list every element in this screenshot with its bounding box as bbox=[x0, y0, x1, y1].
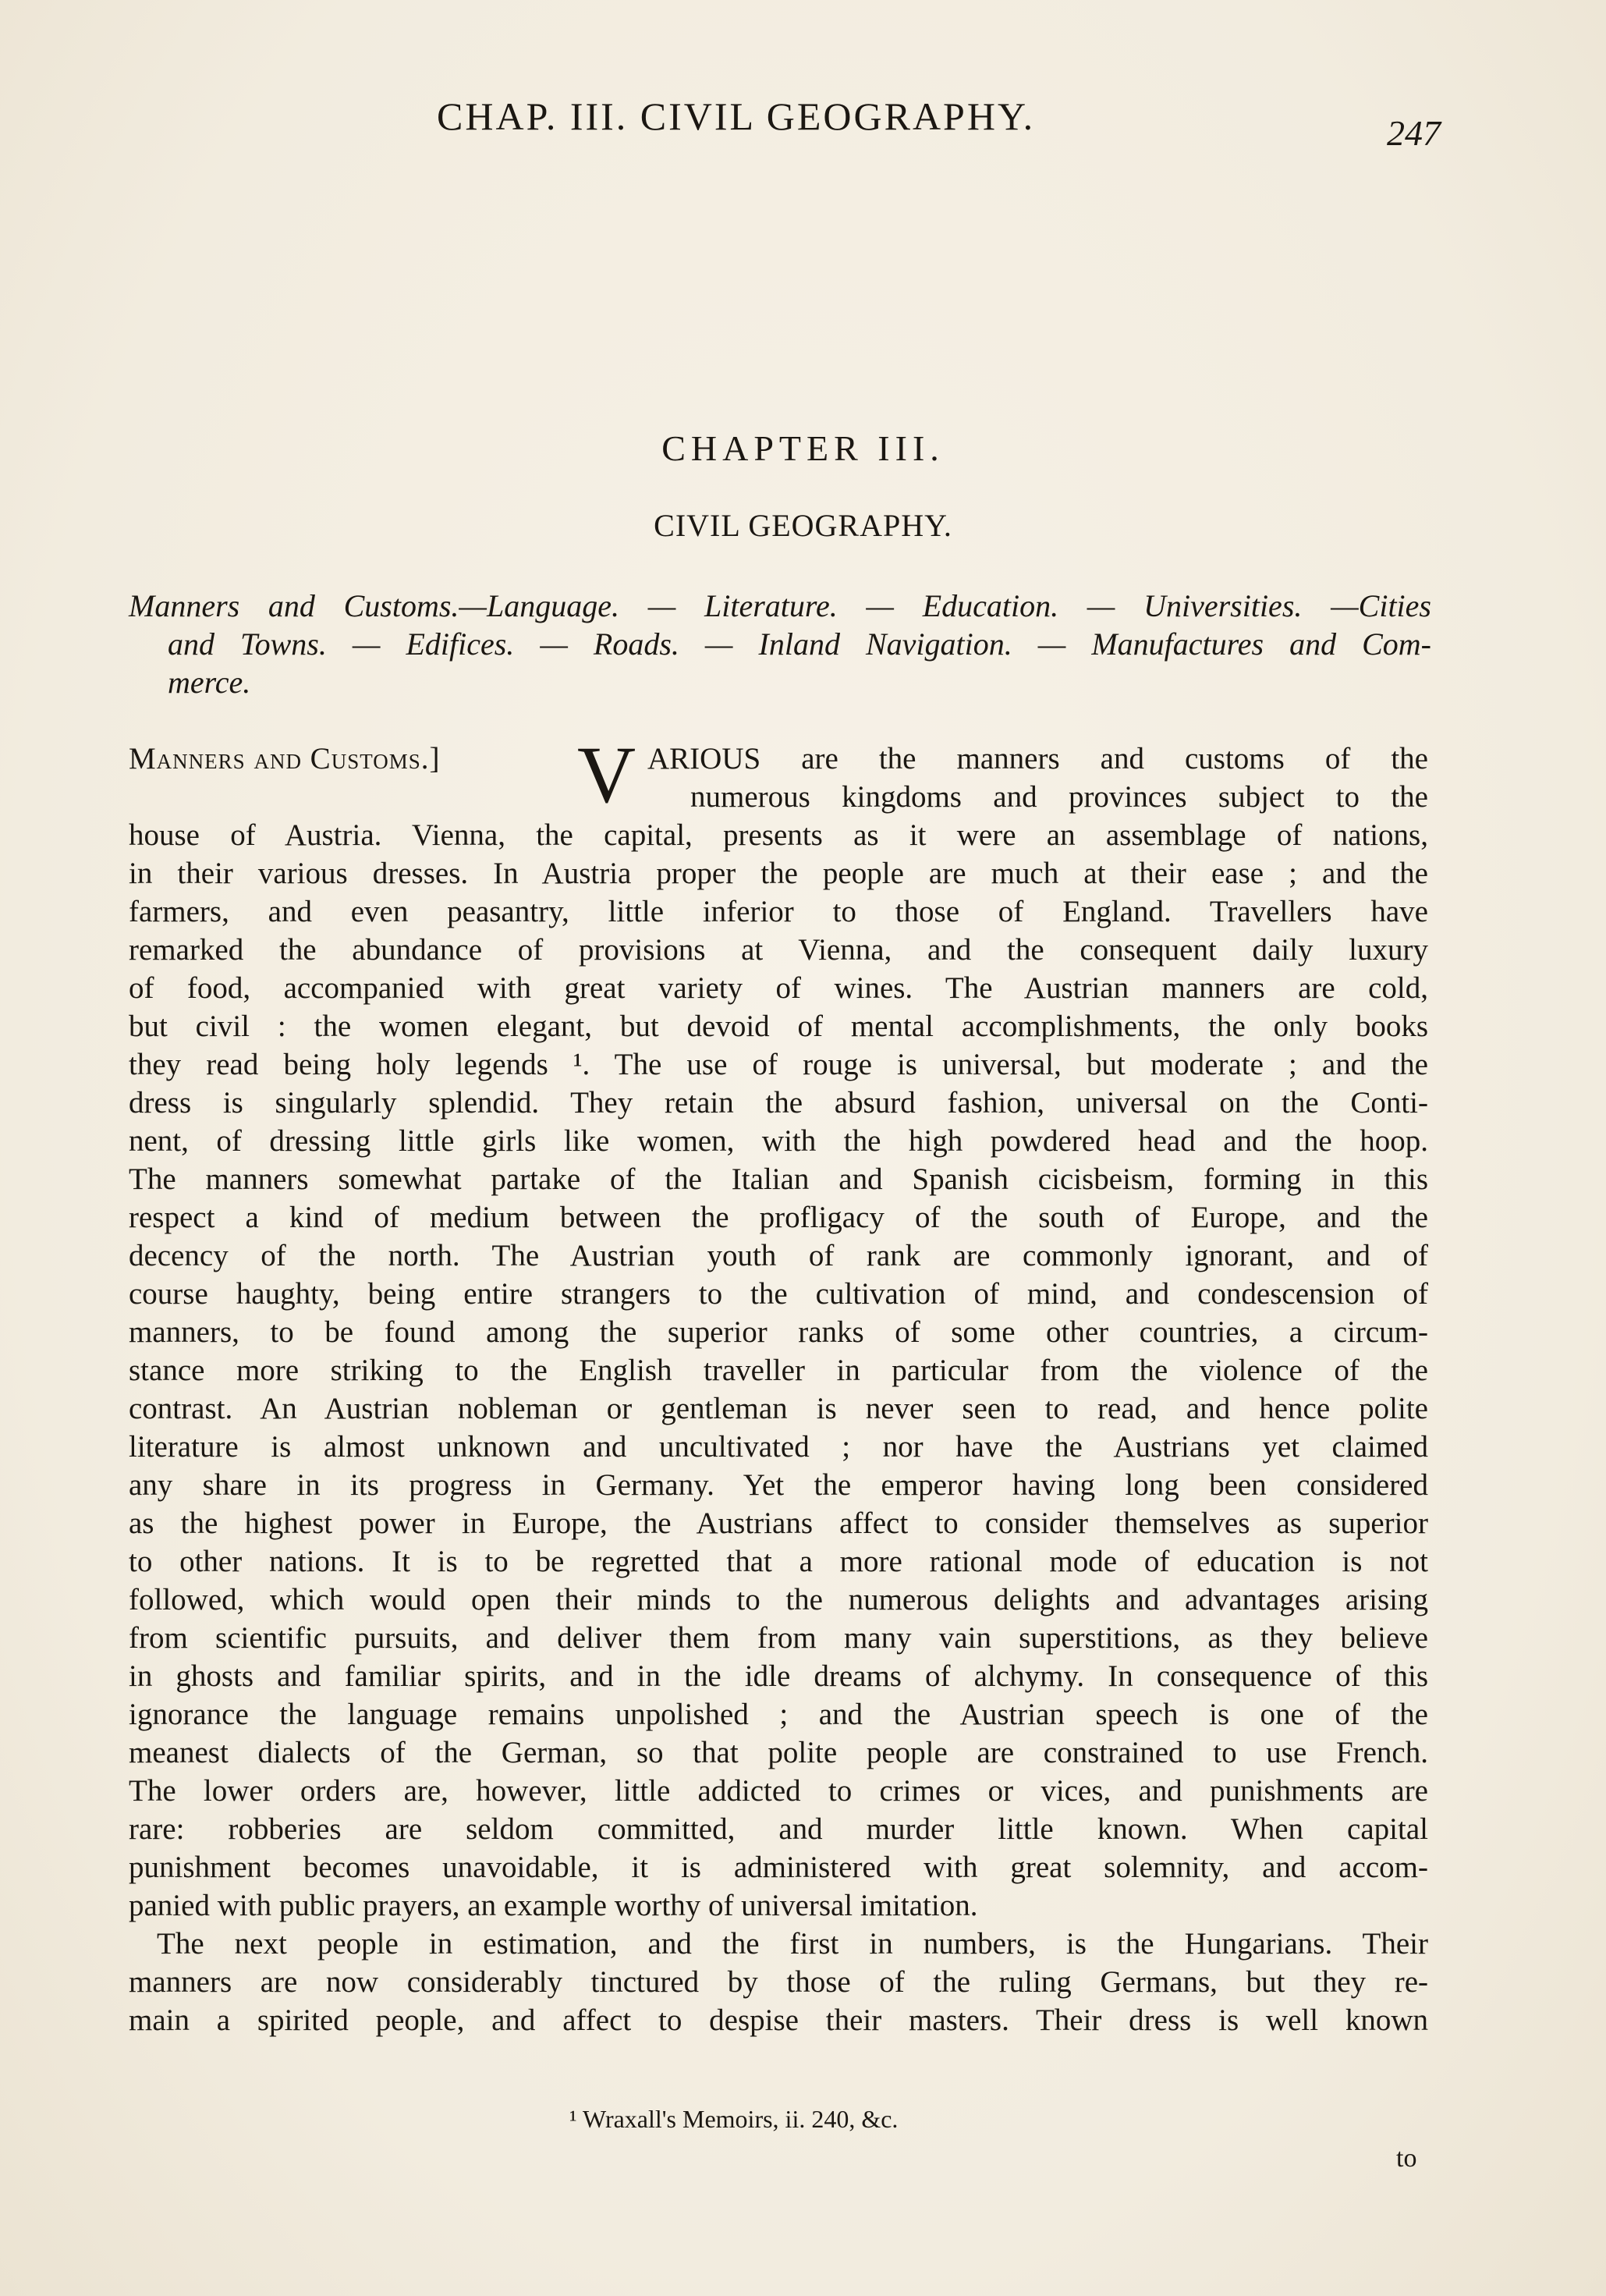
chapter-subtitle: CIVIL GEOGRAPHY. bbox=[654, 508, 952, 543]
text-line: in their various dresses. In Austria proper the people are much at their ease ; and the bbox=[129, 857, 1428, 890]
text-line: respect a kind of medium between the profligacy of the south of Europe, and the bbox=[129, 1201, 1428, 1234]
text-line: manners, to be found among the superior ranks of some other countries, a circum- bbox=[129, 1315, 1428, 1349]
text-line: meanest dialects of the German, so that polite people are constrained to use French. bbox=[129, 1736, 1428, 1769]
running-head bbox=[0, 94, 1606, 153]
text-line: to other nations. It is to be regretted that a more rational mode of education is not bbox=[129, 1545, 1428, 1578]
sidenote: Manners and Customs.] bbox=[129, 742, 441, 775]
summary-line: and Towns. — Edifices. — Roads. — Inland Navigation. — Manufactures and Com- bbox=[168, 626, 1431, 662]
second-line-text: numerous kingdoms and provinces subject to the bbox=[690, 780, 1428, 814]
text-line: manners are now considerably tinctured by those of the ruling Germans, but they re- bbox=[129, 1965, 1428, 1999]
text-line: decency of the north. The Austrian youth of rank are commonly ignorant, and of bbox=[129, 1239, 1428, 1272]
summary-line: Manners and Customs.—Language. — Literature. — Education. — Universities. —Cities bbox=[129, 588, 1431, 623]
text-line: literature is almost unknown and uncultivated ; nor have the Austrians yet claimed bbox=[129, 1430, 1428, 1464]
text-line: rare: robberies are seldom committed, and murder little known. When capital bbox=[129, 1812, 1428, 1846]
chapter-title: CHAPTER III. bbox=[661, 428, 945, 468]
text-line: stance more striking to the English traveller in particular from the violence of the bbox=[129, 1354, 1428, 1387]
chapter-summary bbox=[129, 587, 1431, 701]
text-line: of food, accompanied with great variety of wines. The Austrian manners are cold, bbox=[129, 971, 1428, 1005]
text-line: The manners somewhat partake of the Italian and Spanish cicisbeism, forming in this bbox=[129, 1162, 1428, 1196]
footnote: ¹ Wraxall's Memoirs, ii. 240, &c. bbox=[569, 2105, 899, 2133]
text-line: panied with public prayers, an example worthy of universal imitation. bbox=[129, 1889, 978, 1922]
running-title: CHAP. III. CIVIL GEOGRAPHY. bbox=[437, 94, 1036, 138]
text-line: in ghosts and familiar spirits, and in the idle dreams of alchymy. In consequence of this bbox=[129, 1659, 1428, 1693]
opening-line-text: ARIOUS are the manners and customs of the bbox=[647, 742, 1428, 775]
text-line: main a spirited people, and affect to despise their masters. Their dress is well known bbox=[129, 2003, 1428, 2037]
text-line: farmers, and even peasantry, little inferior to those of England. Travellers have bbox=[129, 895, 1428, 928]
text-line: contrast. An Austrian nobleman or gentleman is never seen to read, and hence polite bbox=[129, 1392, 1428, 1425]
text-line: nent, of dressing little girls like women, with the high powdered head and the hoop. bbox=[129, 1124, 1428, 1158]
text-line: they read being holy legends ¹. The use of rouge is universal, but moderate ; and the bbox=[129, 1048, 1428, 1081]
catchword: to bbox=[1396, 2144, 1417, 2173]
text-line: The lower orders are, however, little addicted to crimes or vices, and punishments are bbox=[129, 1774, 1428, 1808]
drop-cap: V bbox=[577, 730, 636, 820]
second-line bbox=[129, 778, 1428, 816]
text-line: as the highest power in Europe, the Austrians affect to consider themselves as superior bbox=[129, 1506, 1428, 1540]
text-line: any share in its progress in Germany. Yet the emperor having long been considered bbox=[129, 1468, 1428, 1502]
text-line: dress is singularly splendid. They retain the absurd fashion, universal on the Conti- bbox=[129, 1086, 1428, 1120]
summary-line: merce. bbox=[168, 665, 251, 700]
text-line: The next people in estimation, and the first in numbers, is the Hungarians. Their bbox=[157, 1927, 1428, 1961]
text-line: house of Austria. Vienna, the capital, presents as it were an assemblage of nations, bbox=[129, 818, 1428, 852]
text-line: ignorance the language remains unpolished ; and the Austrian speech is one of the bbox=[129, 1698, 1428, 1731]
text-line: remarked the abundance of provisions at Vienna, and the consequent daily luxury bbox=[129, 933, 1428, 967]
body-text bbox=[129, 730, 1428, 2039]
text-line: from scientific pursuits, and deliver them from many vain superstitions, as they believe bbox=[129, 1621, 1428, 1655]
text-line: but civil : the women elegant, but devoid of mental accomplishments, the only books bbox=[129, 1010, 1428, 1043]
text-line: followed, which would open their minds to the numerous delights and advantages arising bbox=[129, 1583, 1428, 1616]
page-number: 247 bbox=[1387, 113, 1441, 153]
text-line: punishment becomes unavoidable, it is administered with great solemnity, and accom- bbox=[129, 1851, 1428, 1884]
text-line: course haughty, being entire strangers to the cultivation of mind, and condescension of bbox=[129, 1277, 1428, 1311]
